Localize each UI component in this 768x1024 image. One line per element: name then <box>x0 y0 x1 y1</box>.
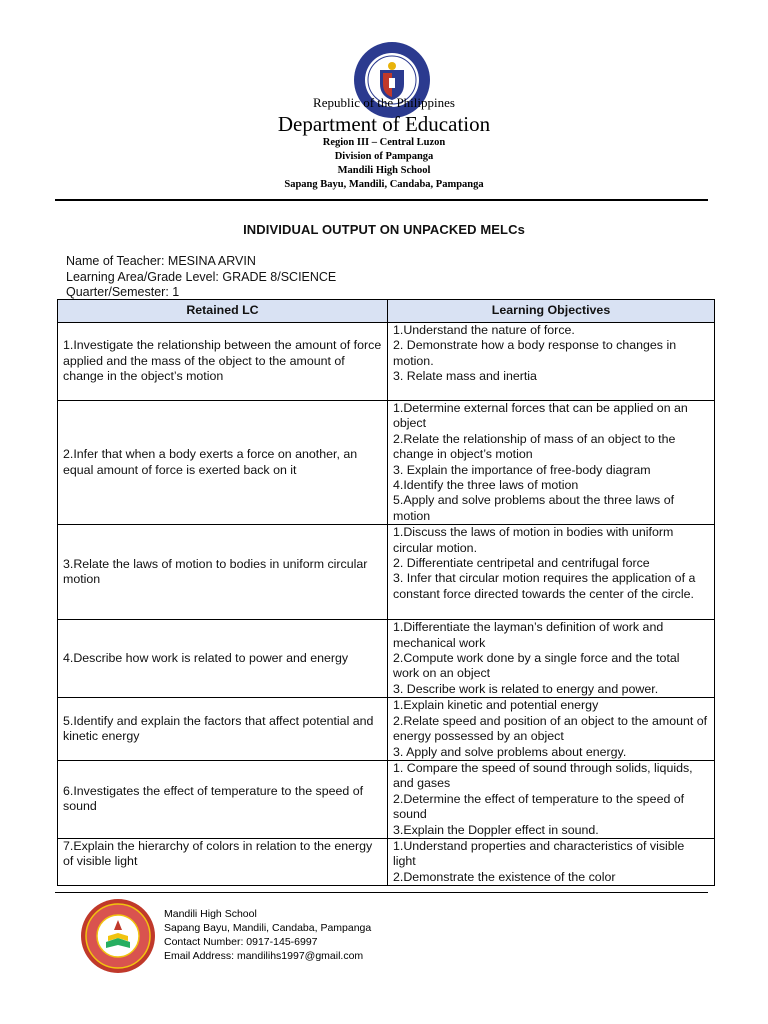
melc-table <box>57 299 715 886</box>
republic-heading: Republic of the Philippines <box>313 95 455 110</box>
retained-lc-cell: 1.Investigate the relationship between the amount of force applied and the mass of the object to the amount of change in the object’s motion <box>58 323 388 401</box>
objective-item: 3. Relate mass and inertia <box>393 369 537 384</box>
retained-lc-cell: 2.Infer that when a body exerts a force on another, an equal amount of force is exerted back on it <box>58 401 388 525</box>
objectives-cell <box>388 698 715 761</box>
objective-item: 1.Understand the nature of force. <box>393 323 575 337</box>
quarter-semester: Quarter/Semester: 1 <box>66 285 180 299</box>
school-logo-icon <box>80 898 156 974</box>
footer-school-name: Mandili High School <box>164 908 257 920</box>
table-row <box>58 760 715 838</box>
objective-item: 1.Understand properties and characteristics of visible light <box>393 838 685 869</box>
objective-item: 5.Apply and solve problems about the three laws of motion <box>393 493 675 523</box>
table-row <box>58 838 715 885</box>
objective-item: 2.Determine the effect of temperature to the speed of sound <box>393 791 685 822</box>
school-line: Mandili High School <box>337 165 431 176</box>
objective-item: 3. Describe work is related to energy and power. <box>393 681 659 696</box>
table-row <box>58 401 715 525</box>
retained-lc-cell: 6.Investigates the effect of temperature to the speed of sound <box>58 760 388 838</box>
objective-item: 2. Demonstrate how a body response to changes in motion. <box>393 338 677 368</box>
objective-item: 1.Explain kinetic and potential energy <box>393 698 599 713</box>
objectives-cell <box>388 760 715 838</box>
objective-item: 3.Explain the Doppler effect in sound. <box>393 822 599 837</box>
table-header-row <box>58 300 715 323</box>
retained-lc-cell: 5.Identify and explain the factors that affect potential and kinetic energy <box>58 698 388 761</box>
objective-item: 2.Relate the relationship of mass of an object to the change in object’s motion <box>393 431 676 462</box>
column-header-retained-lc: Retained LC <box>58 300 388 323</box>
objective-item: 2.Compute work done by a single force and the total work on an object <box>393 651 680 681</box>
table-row <box>58 525 715 620</box>
footer-email: Email Address: mandilihs1997@gmail.com <box>164 950 364 962</box>
objective-item: 3. Explain the importance of free-body diagram <box>393 462 651 477</box>
objective-item: 1.Discuss the laws of motion in bodies with uniform circular motion. <box>393 525 674 555</box>
table-row <box>58 323 715 401</box>
footer-contact: Contact Number: 0917-145-6997 <box>164 936 318 948</box>
objectives-cell <box>388 525 715 620</box>
table-row <box>58 620 715 698</box>
department-heading: Department of Education <box>277 112 491 136</box>
retained-lc-cell: 3.Relate the laws of motion to bodies in uniform circular motion <box>58 525 388 620</box>
objective-item: 1. Compare the speed of sound through solids, liquids, and gases <box>393 760 693 791</box>
header-divider <box>55 199 708 201</box>
objective-item: 1.Differentiate the layman’s definition of work and mechanical work <box>393 620 664 650</box>
objective-item: 2.Demonstrate the existence of the color <box>393 869 616 884</box>
objective-item: 4.Identify the three laws of motion <box>393 478 579 493</box>
retained-lc-cell: 4.Describe how work is related to power and energy <box>58 620 388 698</box>
document-title: INDIVIDUAL OUTPUT ON UNPACKED MELCs <box>243 222 525 237</box>
objective-item: 3. Infer that circular motion requires the application of a constant force directed towards the center of the circle. <box>393 571 696 601</box>
learning-area: Learning Area/Grade Level: GRADE 8/SCIENCE <box>66 270 337 284</box>
region-line: Region III – Central Luzon <box>322 137 446 148</box>
objectives-cell <box>388 323 715 401</box>
division-line: Division of Pampanga <box>334 151 434 162</box>
column-header-learning-objectives: Learning Objectives <box>388 300 715 323</box>
table-row <box>58 698 715 761</box>
retained-lc-cell: 7.Explain the hierarchy of colors in relation to the energy of visible light <box>58 838 388 885</box>
objectives-cell <box>388 620 715 698</box>
objectives-cell <box>388 401 715 525</box>
objectives-cell <box>388 838 715 885</box>
objective-item: 3. Apply and solve problems about energy. <box>393 744 627 759</box>
footer-divider <box>55 892 708 893</box>
objective-item: 2. Differentiate centripetal and centrifugal force <box>393 556 650 571</box>
address-line: Sapang Bayu, Mandili, Candaba, Pampanga <box>284 179 484 190</box>
objective-item: 2.Relate speed and position of an object to the amount of energy possessed by an object <box>393 713 708 744</box>
teacher-name: Name of Teacher: MESINA ARVIN <box>66 254 256 268</box>
objective-item: 1.Determine external forces that can be applied on an object <box>393 401 688 431</box>
footer-address: Sapang Bayu, Mandili, Candaba, Pampanga <box>164 922 372 934</box>
